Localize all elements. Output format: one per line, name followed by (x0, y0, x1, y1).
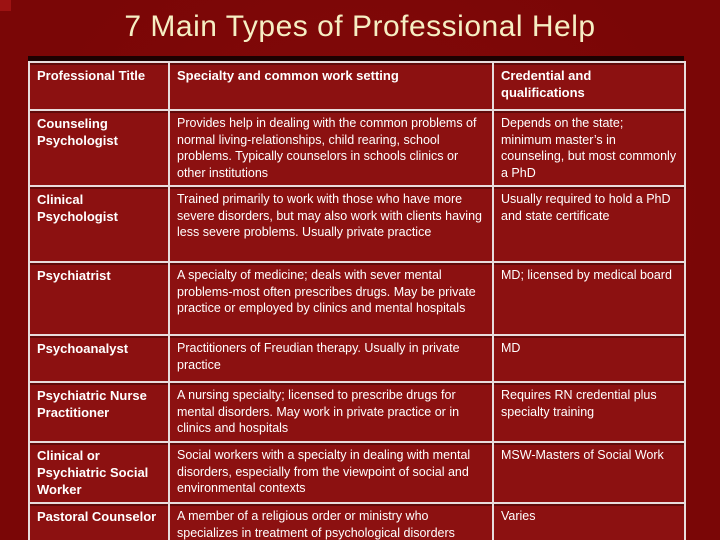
table-row (29, 335, 685, 382)
cell-specialty: Social workers with a specialty in dealing with mental disorders, especially from the viewpoint of social and environmental contexts (169, 442, 493, 503)
cell-title: Clinical Psychologist (29, 186, 169, 262)
cell-specialty: A specialty of medicine; deals with sever mental problems-most often prescribes drugs. May be private practice or employed by clinics and mental hospitals (169, 262, 493, 335)
professional-help-table (28, 56, 684, 540)
slide-title: 7 Main Types of Professional Help (124, 10, 596, 43)
cell-title: Clinical or Psychiatric Social Worker (29, 442, 169, 503)
table-header-row (29, 62, 685, 110)
cell-specialty: Practitioners of Freudian therapy. Usually in private practice (169, 335, 493, 382)
table-row (29, 110, 685, 186)
table-row (29, 503, 685, 540)
cell-credential: Usually required to hold a PhD and state certificate (493, 186, 685, 262)
table-row (29, 442, 685, 503)
cell-title: Psychoanalyst (29, 335, 169, 382)
cell-credential: Depends on the state; minimum master’s in counseling, but most commonly a PhD (493, 110, 685, 186)
table-row (29, 262, 685, 335)
cell-title: Pastoral Counselor (29, 503, 169, 540)
cell-credential: MSW-Masters of Social Work (493, 442, 685, 503)
cell-credential: Varies (493, 503, 685, 540)
header-professional-title: Professional Title (29, 62, 169, 110)
cell-specialty: A nursing specialty; licensed to prescribe drugs for mental disorders. May work in private practice or in clinics and hospitals (169, 382, 493, 442)
help-table (28, 61, 686, 540)
header-specialty: Specialty and common work setting (169, 62, 493, 110)
cell-specialty: A member of a religious order or ministry who specializes in treatment of psychological disorders (169, 503, 493, 540)
cell-credential: MD (493, 335, 685, 382)
table-row (29, 186, 685, 262)
cell-specialty: Provides help in dealing with the common problems of normal living-relationships, child rearing, school problems. Typically counselors in schools clinics or other institutions (169, 110, 493, 186)
header-credential: Credential and qualifications (493, 62, 685, 110)
cell-credential: Requires RN credential plus specialty training (493, 382, 685, 442)
cell-specialty: Trained primarily to work with those who have more severe disorders, but may also work with clients having less severe problems. Usually private practice (169, 186, 493, 262)
cell-title: Psychiatric Nurse Practitioner (29, 382, 169, 442)
cell-title: Counseling Psychologist (29, 110, 169, 186)
cell-title: Psychiatrist (29, 262, 169, 335)
cell-credential: MD; licensed by medical board (493, 262, 685, 335)
table-row (29, 382, 685, 442)
